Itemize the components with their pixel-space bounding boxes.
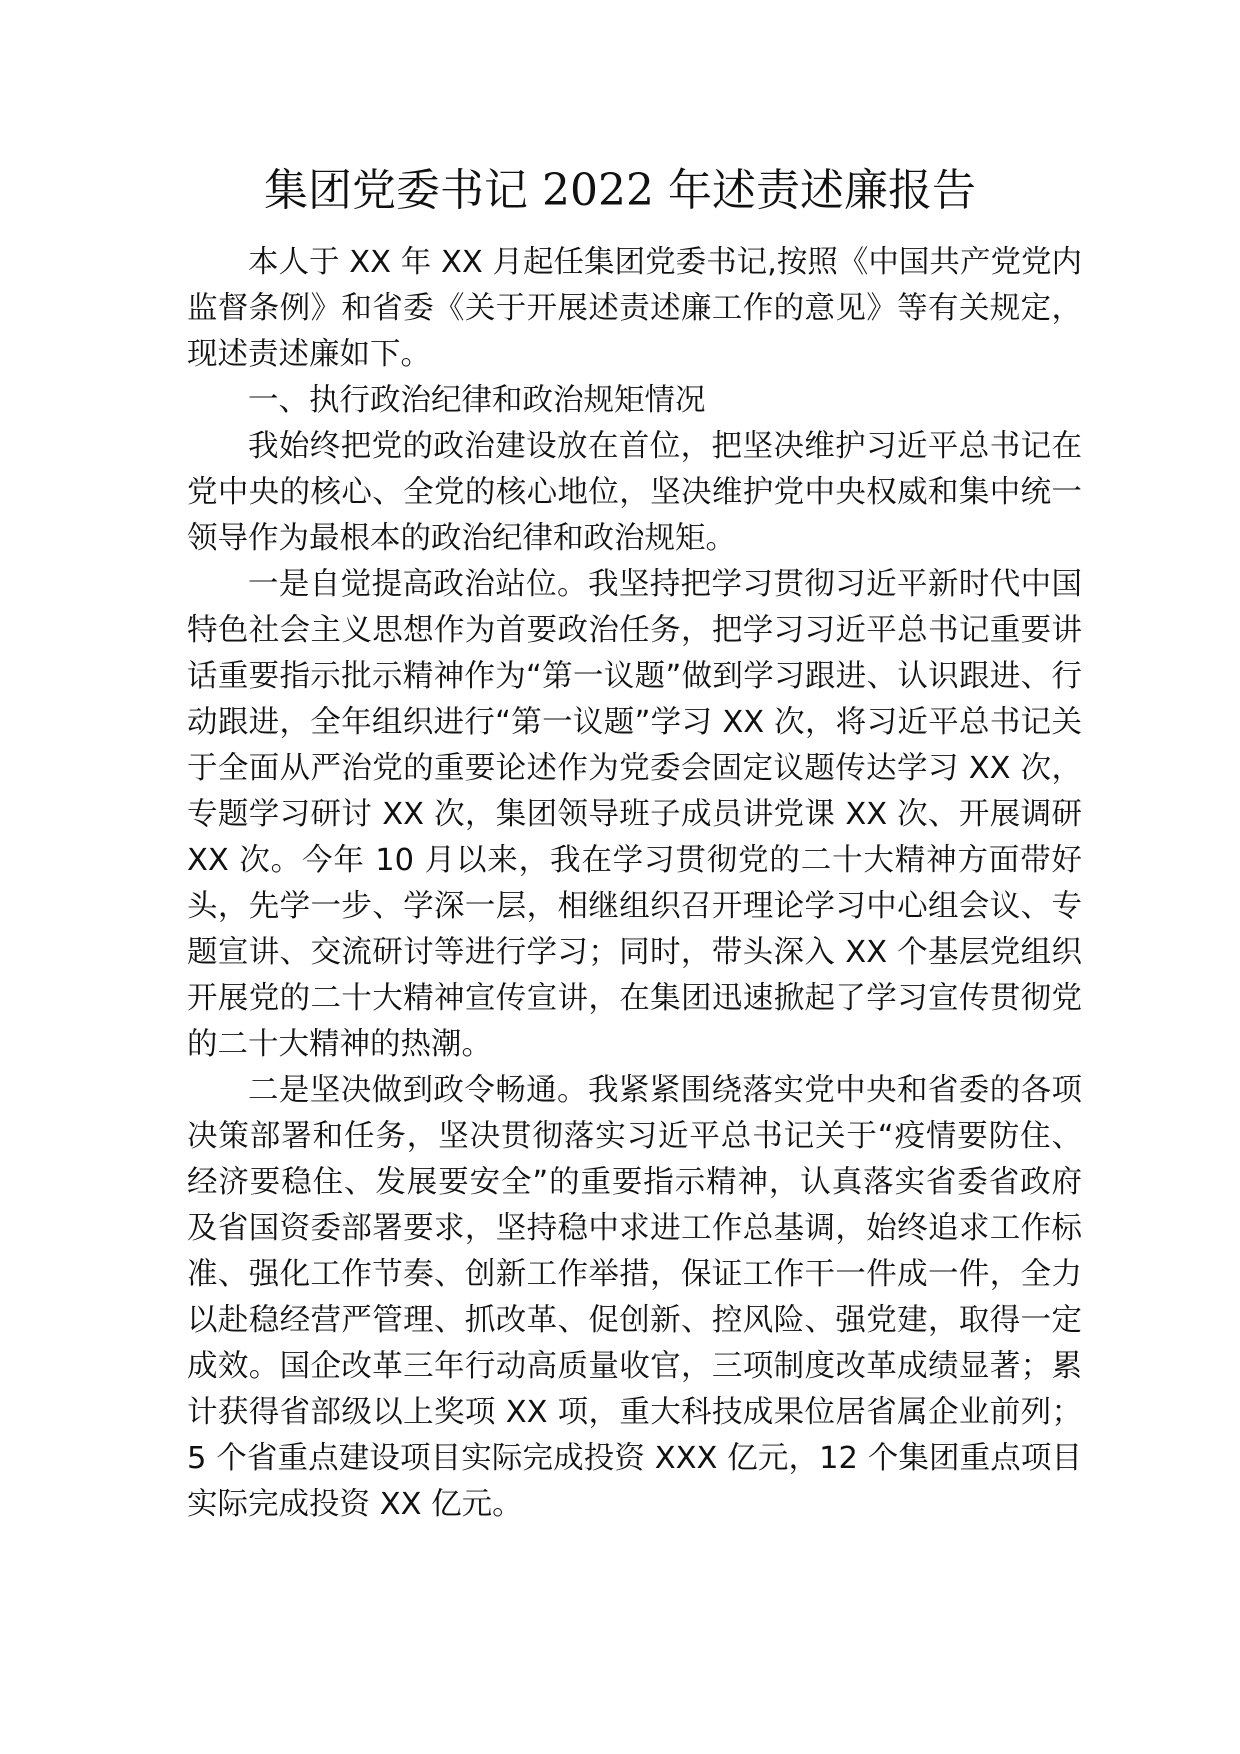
- paragraph-government-orders: 二是坚决做到政令畅通。我紧紧围绕落实党中央和省委的各项决策部署和任务，坚决贯彻落实习近平总书记关于“疫情要防住、经济要稳住、发展要安全”的重要指示精神，认真落实省委省政府及省国资委部署要求，坚持稳中求进工作总基调，始终追求工作标准、强化工作节奏、创新工作举措，保证工作干一件成一件，全力以赴稳经营严管理、抓改革、促创新、控风险、强党建，取得一定成效。国企改革三年行动高质量收官，三项制度改革成绩显著；累计获得省部级以上奖项 XX 项，重大科技成果位居省属企业前列；5 个省重点建设项目实际完成投资 XXX 亿元，12 个集团重点项目实际完成投资 XX 亿元。: [187, 1073, 1082, 1522]
- paragraph-political-standing: 一是自觉提高政治站位。我坚持把学习贯彻习近平新时代中国特色社会主义思想作为首要政治任务，把学习习近平总书记重要讲话重要指示批示精神作为“第一议题”做到学习跟进、认识跟进、行动跟进，全年组织进行“第一议题”学习 XX 次，将习近平总书记关于全面从严治党的重要论述作为党委会固定议题传达学习 XX 次，专题学习研讨 XX 次，集团领导班子成员讲党课 XX 次、开展调研 XX 次。今年 10 月以来，我在学习贯彻党的二十大精神方面带好头，先学一步、学深一层，相继组织召开理论学习中心组会议、专题宣讲、交流研讨等进行学习；同时，带头深入 XX 个基层党组织开展党的二十大精神宣传宣讲，在集团迅速掀起了学习宣传贯彻党的二十大精神的热潮。: [187, 567, 1082, 1062]
- section-heading-1: 一、执行政治纪律和政治规矩情况: [248, 383, 706, 418]
- paragraph-intro: 本人于 XX 年 XX 月起任集团党委书记,按照《中国共产党党内监督条例》和省委《关于开展述责述廉工作的意见》等有关规定，现述责述廉如下。: [187, 245, 1082, 372]
- document-body: [187, 240, 1082, 1528]
- paragraph-political-construction: 我始终把党的政治建设放在首位，把坚决维护习近平总书记在党中央的核心、全党的核心地位，坚决维护党中央权威和集中统一领导作为最根本的政治纪律和政治规矩。: [187, 429, 1082, 556]
- document-title: 集团党委书记 2022 年述责述廉报告: [264, 165, 976, 216]
